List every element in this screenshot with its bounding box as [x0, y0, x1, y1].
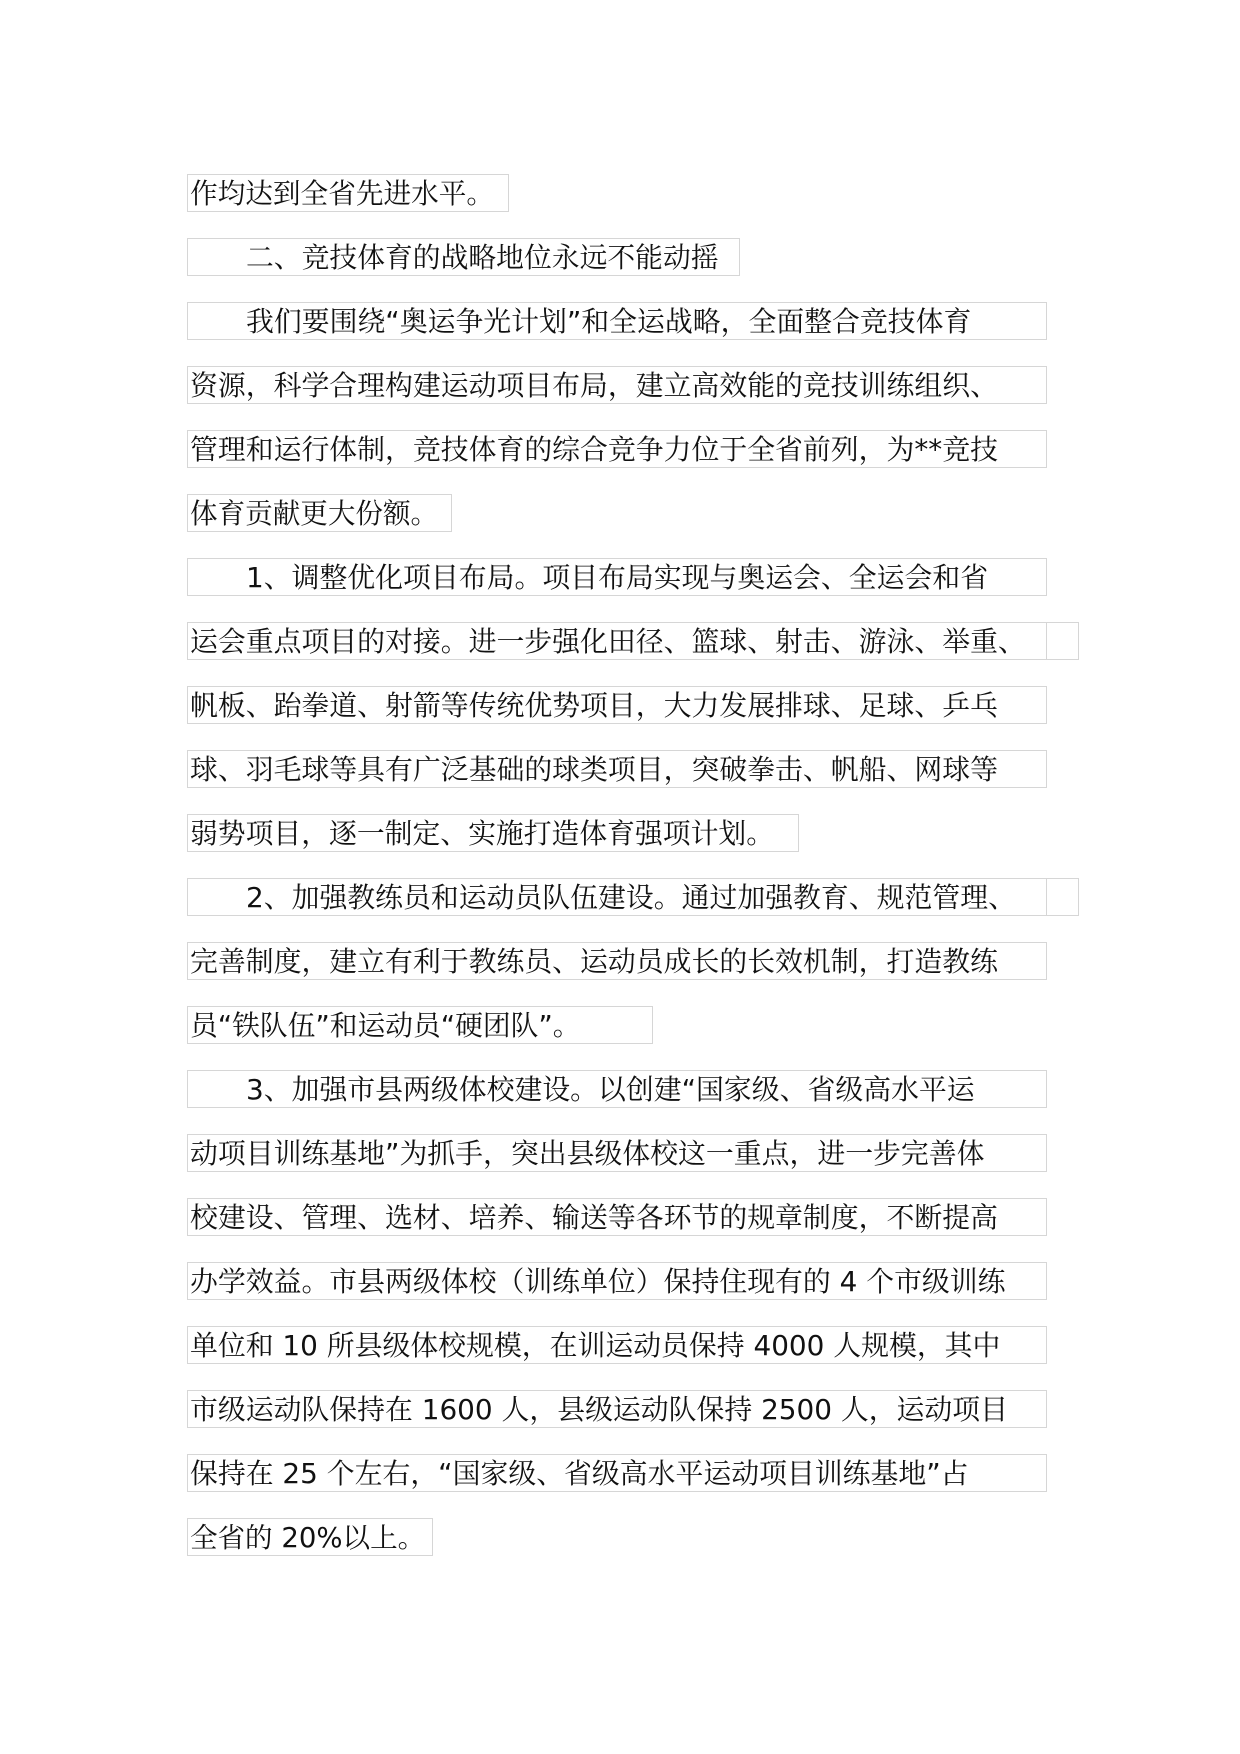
- item-3-line-3: 校建设、管理、选材、培养、输送等各环节的规章制度，不断提高: [187, 1198, 1047, 1236]
- text-line-6: 体育贡献更大份额。: [187, 494, 452, 532]
- item-3-line-8: 全省的 20%以上。: [187, 1518, 433, 1556]
- item-3-line-5: 单位和 10 所县级体校规模，在训运动员保持 4000 人规模，其中: [187, 1326, 1047, 1364]
- item-1-line-4: 球、羽毛球等具有广泛基础的球类项目，突破拳击、帆船、网球等: [187, 750, 1047, 788]
- item-3-line-4: 办学效益。市县两级体校（训练单位）保持住现有的 4 个市级训练: [187, 1262, 1047, 1300]
- item-3-line-7: 保持在 25 个左右，“国家级、省级高水平运动项目训练基地”占: [187, 1454, 1047, 1492]
- item-3-line-6: 市级运动队保持在 1600 人，县级运动队保持 2500 人，运动项目: [187, 1390, 1047, 1428]
- section-heading-2: 二、竞技体育的战略地位永远不能动摇: [187, 238, 740, 276]
- item-3-line-1: 3、加强市县两级体校建设。以创建“国家级、省级高水平运: [187, 1070, 1047, 1108]
- text-line-5: 管理和运行体制，竞技体育的综合竞争力位于全省前列，为**竞技: [187, 430, 1047, 468]
- item-1-line-5: 弱势项目，逐一制定、实施打造体育强项计划。: [187, 814, 799, 852]
- item-1-line-3: 帆板、跆拳道、射箭等传统优势项目，大力发展排球、足球、乒乓: [187, 686, 1047, 724]
- item-1-line-2: 运会重点项目的对接。进一步强化田径、篮球、射击、游泳、举重、: [187, 622, 1047, 660]
- item-2-line-3: 员“铁队伍”和运动员“硬团队”。: [187, 1006, 653, 1044]
- line-overflow-box: [1047, 622, 1079, 660]
- text-line-3: 我们要围绕“奥运争光计划”和全运战略，全面整合竞技体育: [187, 302, 1047, 340]
- item-3-line-2: 动项目训练基地”为抓手，突出县级体校这一重点，进一步完善体: [187, 1134, 1047, 1172]
- item-2-line-2: 完善制度，建立有利于教练员、运动员成长的长效机制，打造教练: [187, 942, 1047, 980]
- text-line-1: 作均达到全省先进水平。: [187, 174, 509, 212]
- item-2-line-1: 2、加强教练员和运动员队伍建设。通过加强教育、规范管理、: [187, 878, 1047, 916]
- text-line-4: 资源，科学合理构建运动项目布局，建立高效能的竞技训练组织、: [187, 366, 1047, 404]
- item-1-line-1: 1、调整优化项目布局。项目布局实现与奥运会、全运会和省: [187, 558, 1047, 596]
- line-overflow-box: [1047, 878, 1079, 916]
